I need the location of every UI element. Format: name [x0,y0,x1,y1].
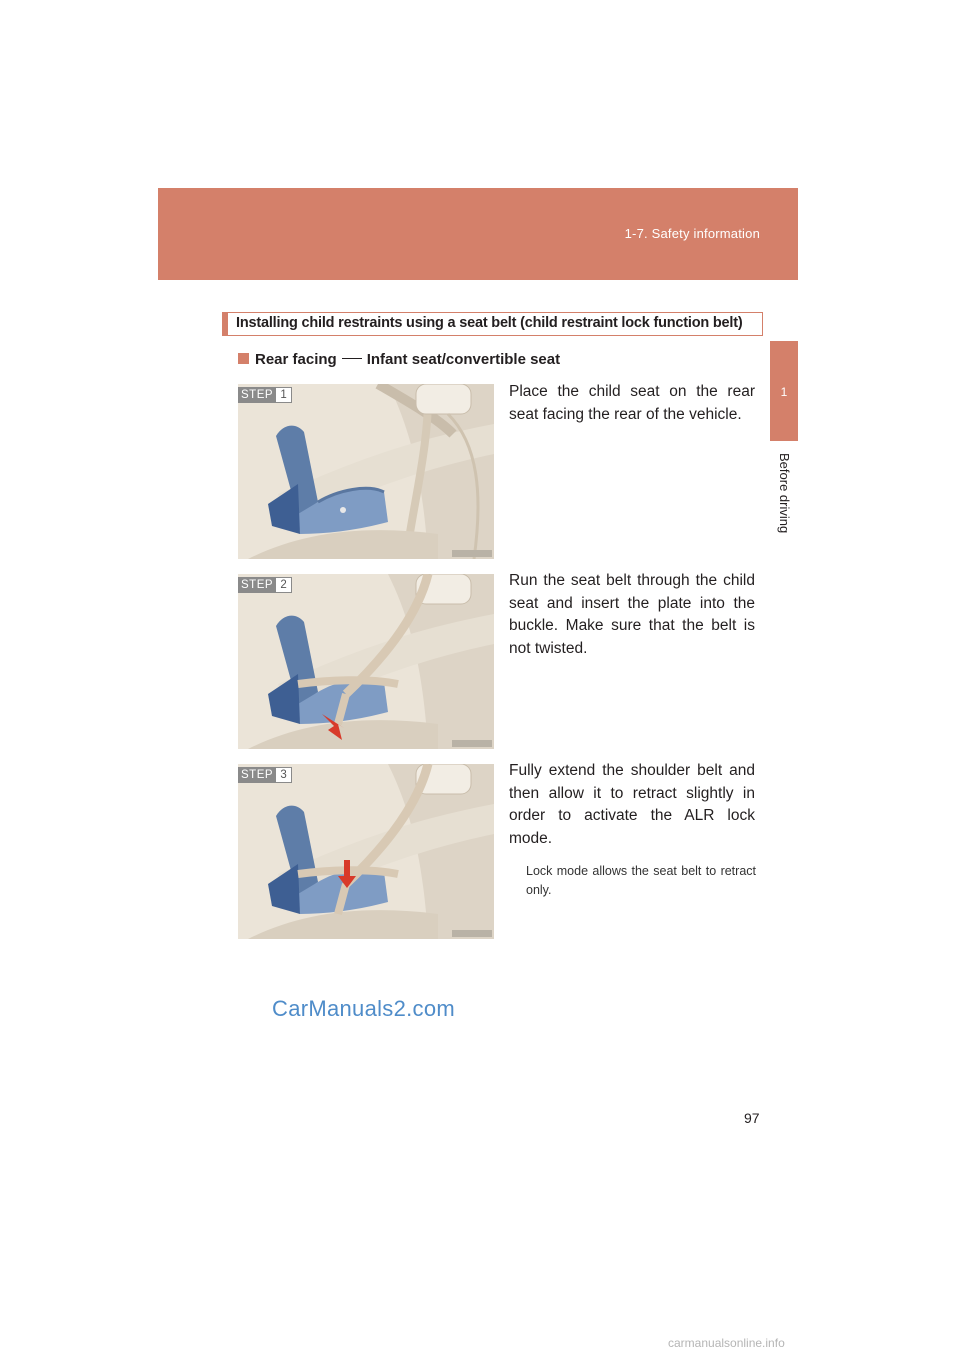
dash-separator [342,358,362,359]
chapter-label-text: Before driving [777,453,792,534]
step-2-badge-number: 2 [276,577,292,593]
step-1-illustration [238,384,494,559]
step-2-illustration [238,574,494,749]
step-2-badge [238,577,292,593]
step-3-badge-number: 3 [276,767,292,783]
subsection-left: Rear facing [255,351,337,368]
step-3-badge [238,767,292,783]
subsection-right: Infant seat/convertible seat [366,351,561,368]
chapter-label [776,453,794,573]
square-bullet-icon [238,353,249,364]
step-3-text: Fully extend the shoulder belt and then allow it to retract slightly in order to activate the ALR lock mode. [509,762,755,847]
step-2-text: Run the seat belt through the child seat and insert the plate into the buckle. Make sure that the belt is not twisted. [509,572,755,657]
step-2-badge-label: STEP [238,577,276,593]
step-1-badge-label: STEP [238,387,276,403]
chapter-tab [770,341,798,441]
step-3-badge-label: STEP [238,767,276,783]
header-band [158,188,798,280]
footer-watermark: carmanualsonline.info [668,1336,785,1350]
subsection-heading [238,351,560,368]
step-3-illustration [238,764,494,939]
step-1-text: Place the child seat on the rear seat facing the rear of the vehicle. [509,383,755,423]
carmanuals-watermark: CarManuals2.com [272,996,456,1021]
section-heading-box [222,312,763,336]
step-3-note: Lock mode allows the seat belt to retract only. [526,864,756,897]
header-section-title: 1-7. Safety information [624,226,760,241]
section-title: Installing child restraints using a seat belt (child restraint lock function belt) [236,315,743,331]
step-1-badge-number: 1 [276,387,292,403]
chapter-number: 1 [780,385,788,399]
page-number: 97 [744,1110,760,1126]
step-1-badge [238,387,292,403]
